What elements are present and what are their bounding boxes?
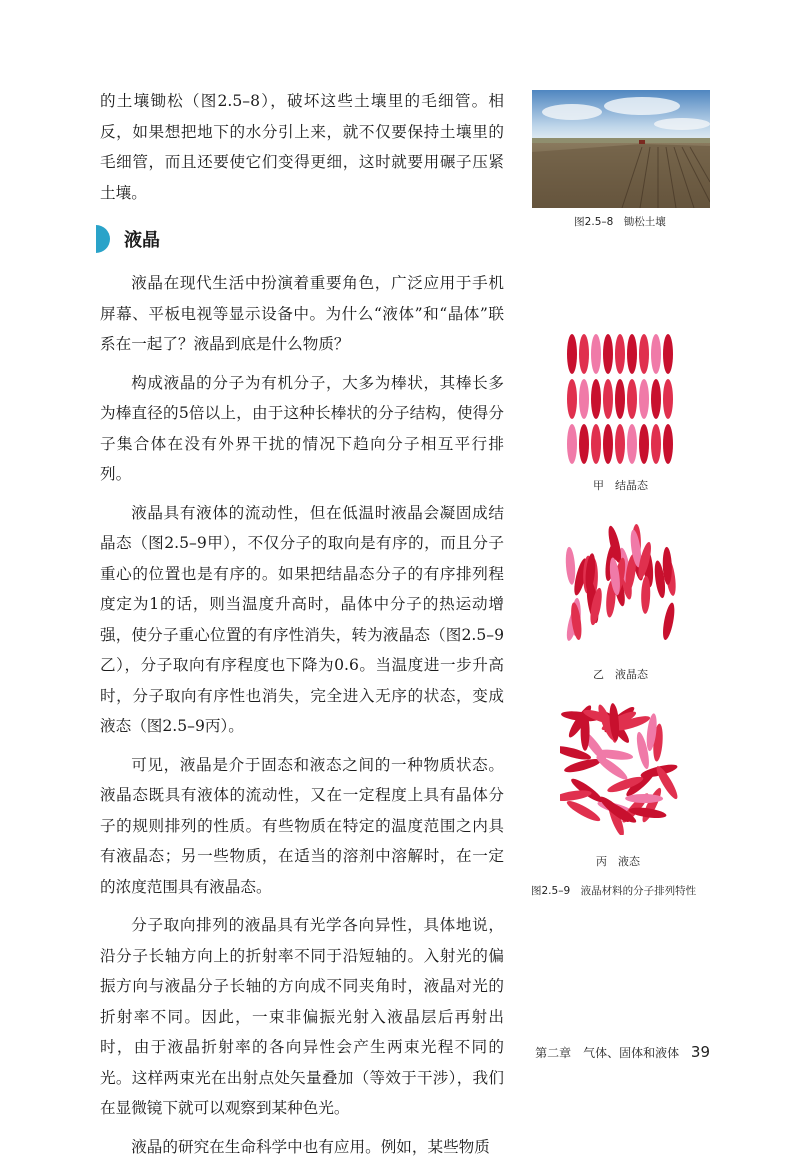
- molecule-rod: [566, 703, 594, 740]
- molecule-rod: [661, 602, 677, 641]
- molecule-rod: [615, 424, 625, 464]
- molecule-rod: [567, 379, 577, 419]
- liquid-crystal-state-label: 乙 液晶态: [593, 668, 648, 681]
- molecule-rod: [565, 798, 603, 824]
- molecule-rod: [663, 379, 673, 419]
- molecule-rod: [603, 334, 613, 374]
- paragraph-4: 可见，液晶是介于固态和液态之间的一种物质状态。液晶态既具有液体的流动性，又在一定程度上具有晶体分子的规则排列的性质。有些物质在特定的温度范围之内具有液晶态；另一些物质，在适当的溶剂中溶解时，在一定的浓度范围具有液晶态。: [100, 755, 504, 896]
- molecule-rod: [567, 424, 577, 464]
- paragraph-5: 分子取向排列的液晶具有光学各向异性，具体地说，沿分子长轴方向上的折射率不同于沿短轴的。入射光的偏振方向与液晶分子长轴的方向成不同夹角时，液晶对光的折射率不同。因此，一束非偏振光射入液晶层后再射出时，由于液晶折射率的各向异性会产生两束光程不同的光。这样两束光在出射点处矢量叠加（等效于干涉），我们在显微镜下就可以观察到某种色光。: [100, 916, 504, 1117]
- page-number: 39: [690, 1043, 710, 1061]
- molecule-rod: [603, 424, 613, 464]
- chapter-title: 第二章 气体、固体和液体: [535, 1046, 680, 1060]
- figure-2-5-9-caption: 图2.5–9 液晶材料的分子排列特性: [531, 885, 697, 897]
- section-heading-text: 液晶: [124, 230, 160, 251]
- tilled-soil-photo: [532, 90, 710, 208]
- molecule-rod: [627, 379, 637, 419]
- main-text-column: [100, 86, 504, 1170]
- molecule-rod: [591, 424, 601, 464]
- section-heading: [96, 222, 504, 256]
- figure-2-5-8-caption: 图2.5–8 锄松土壤: [574, 216, 666, 228]
- molecule-rod: [651, 334, 661, 374]
- molecule-rod: [641, 576, 651, 614]
- molecule-rod: [603, 379, 613, 419]
- molecule-rod: [579, 424, 589, 464]
- crystalline-state-diagram: [560, 332, 680, 467]
- molecule-rod: [639, 379, 649, 419]
- molecule-rod: [579, 379, 589, 419]
- molecule-rod: [615, 379, 625, 419]
- molecule-rod: [569, 776, 605, 805]
- intro-paragraph: 的土壤锄松（图2.5–8），破坏这些土壤里的毛细管。相反，如果想把地下的水分引上来，就不仅要保持土壤里的毛细管，而且还要使它们变得更细，这时就要用碾子压紧土壤。: [100, 92, 504, 202]
- molecule-rod: [579, 334, 589, 374]
- molecule-rod: [663, 424, 673, 464]
- molecule-rod: [615, 334, 625, 374]
- paragraph-1: 液晶在现代生活中扮演着重要角色，广泛应用于手机屏幕、平板电视等显示设备中。为什么“液体”和“晶体”联系在一起了？液晶到底是什么物质？: [100, 274, 504, 353]
- molecule-rod: [627, 424, 637, 464]
- paragraph-2: 构成液晶的分子为有机分子，大多为棒状，其棒长多为棒直径的5倍以上，由于这种长棒状的分子结构，使得分子集合体在没有外界干扰的情况下趋向分子相互平行排列。: [100, 373, 504, 483]
- liquid-state-diagram: [560, 700, 680, 835]
- molecule-rod: [651, 379, 661, 419]
- paragraph-3: 液晶具有液体的流动性，但在低温时液晶会凝固成结晶态（图2.5–9甲），不仅分子的取向是有序的，而且分子重心的位置也是有序的。如果把结晶态分子的有序排列程度定为1的话，则当温度升高时，晶体中分子的热运动增强，使分子重心位置的有序性消失，转为液晶态（图2.5–9乙），分子取向有序程度也下降为0.6。当温度进一步升高时，分子取向有序性也消失，完全进入无序的状态，变成液态（图2.5–9丙）。: [100, 503, 504, 735]
- liquid-crystal-state-diagram: [560, 514, 680, 649]
- molecule-rod: [591, 379, 601, 419]
- molecule-rod: [639, 424, 649, 464]
- molecule-rod: [591, 334, 601, 374]
- molecule-rod: [639, 334, 649, 374]
- molecule-rod: [651, 424, 661, 464]
- liquid-state-label: 丙 液态: [596, 855, 640, 868]
- molecule-rod: [565, 547, 577, 586]
- crystalline-state-label: 甲 结晶态: [593, 479, 648, 492]
- page-footer: [535, 1043, 710, 1061]
- molecule-rod: [627, 334, 637, 374]
- molecule-rod: [663, 334, 673, 374]
- heading-marker-icon: [96, 225, 110, 253]
- molecule-rod: [567, 334, 577, 374]
- paragraph-6: 液晶的研究在生命科学中也有应用。例如，某些物质: [131, 1137, 490, 1156]
